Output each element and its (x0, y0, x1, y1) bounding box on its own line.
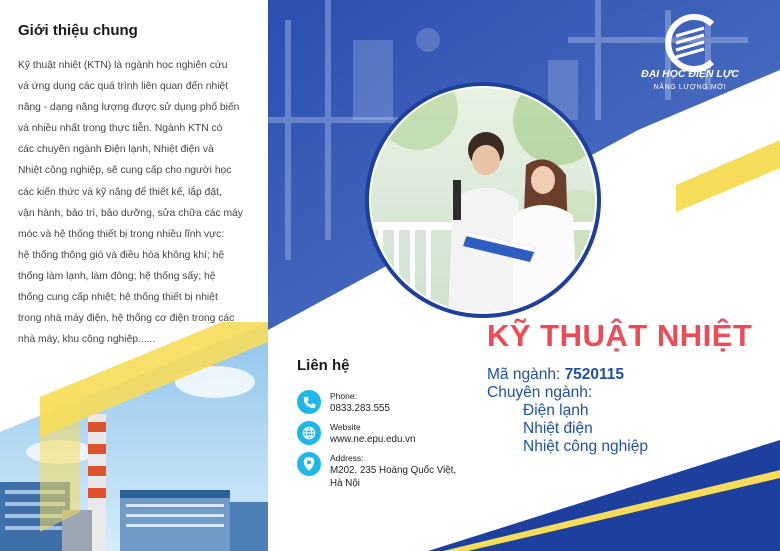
intro-line: móc và hệ thống thiết bị trong nhiều lĩnh vực: (18, 228, 225, 240)
intro-line: Kỹ thuật nhiệt (KTN) là ngành học nghiên cứu (18, 60, 228, 71)
intro-title: Giới thiệu chung (18, 22, 138, 39)
contact-title: Liên hệ (297, 357, 350, 374)
power-plant-photo (0, 322, 268, 551)
address-label: Address: (330, 453, 364, 463)
logo-name: ĐẠI HỌC ĐIỆN LỰC (641, 68, 739, 80)
intro-line: vận hành, bảo trì, bảo dưỡng, sửa chữa các máy (18, 207, 243, 219)
major-code-value: 7520115 (564, 366, 625, 383)
contact-address (297, 452, 456, 490)
intro-line: các chuyên ngành Điện lạnh, Nhiệt điện và (18, 144, 214, 156)
intro-line: hệ thống thông gió và điều hòa không khí; hệ (18, 249, 225, 261)
specializations-label: Chuyên ngành: (487, 384, 593, 401)
intro-line: thống làm lạnh, làm đông; hệ thống sấy; hệ (18, 270, 216, 282)
specialization-item: Điện lạnh (523, 402, 589, 419)
phone-label: Phone: (330, 391, 357, 401)
intro-line: thống cung cấp nhiệt; hệ thống thiết bị nhiệt (18, 292, 218, 304)
yellow-stripe-top (676, 140, 780, 212)
intro-line: Nhiệt công nghiệp, sẽ cung cấp cho người học (18, 165, 232, 177)
major-code-label: Mã ngành: (487, 366, 565, 383)
website-label: Website (330, 422, 361, 432)
address-line-2: Hà Nội (330, 478, 360, 489)
major-code (487, 366, 624, 384)
contact-website (297, 421, 416, 446)
blue-band-bottom (428, 440, 780, 551)
intro-body (18, 55, 244, 350)
intro-line: và ứng dụng các quá trình liên quan đến nhiệt (18, 81, 229, 93)
major-title: KỸ THUẬT NHIỆT (487, 318, 753, 353)
specialization-item: Nhiệt công nghiệp (523, 438, 648, 455)
globe-icon (297, 421, 321, 445)
website-link[interactable]: www.ne.epu.edu.vn (330, 434, 416, 445)
phone-value[interactable]: 0833.283.555 (330, 403, 390, 414)
phone-icon (297, 390, 321, 414)
logo-slogan: NĂNG LƯỢNG MỚI (653, 84, 727, 91)
intro-line: nhà máy, khu công nghiệp...... (18, 334, 156, 346)
location-pin-icon (297, 452, 321, 476)
intro-line: các kiến thức và kỹ năng để thiết kế, lắp đặt, (18, 186, 222, 198)
intro-line: và nhiều nhất trong thực tiễn. Ngành KTN có (18, 123, 223, 135)
intro-line: năng - dạng năng lượng được sử dụng phổ biến (18, 102, 240, 114)
address-line-1: M202, 235 Hoàng Quốc Việt, (330, 465, 457, 476)
left-panel (0, 0, 268, 551)
contact-phone (297, 390, 390, 415)
specialization-item: Nhiệt điện (523, 420, 593, 437)
intro-line: trong nhà máy điện, hệ thống cơ điện trong các (18, 313, 235, 325)
